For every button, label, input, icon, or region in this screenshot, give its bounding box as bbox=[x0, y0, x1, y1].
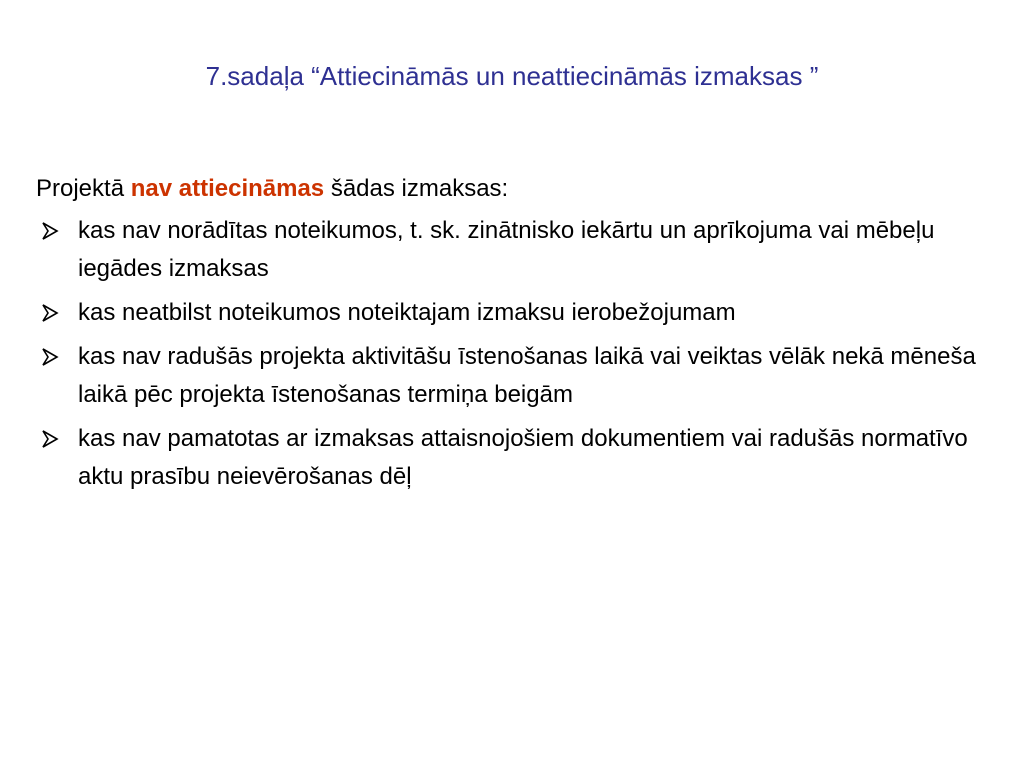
bullet-text: kas nav norādītas noteikumos, t. sk. zinātnisko iekārtu un aprīkojuma vai mēbeļu iegādes izmaksas bbox=[78, 217, 935, 282]
list-item bbox=[36, 420, 986, 496]
bullet-text: kas nav radušās projekta aktivitāšu īstenošanas laikā vai veiktas vēlāk nekā mēneša laikā pēc projekta īstenošanas termiņa beigām bbox=[78, 343, 976, 408]
list-item bbox=[36, 212, 986, 288]
bullet-list bbox=[36, 212, 986, 496]
bullet-text: kas nav pamatotas ar izmaksas attaisnojošiem dokumentiem vai radušās normatīvo aktu prasību neievērošanas dēļ bbox=[78, 425, 968, 490]
slide-title: 7.sadaļa “Attiecināmās un neattiecināmās izmaksas ” bbox=[205, 61, 819, 91]
list-item bbox=[36, 294, 986, 332]
slide-body bbox=[36, 170, 986, 502]
arrowhead-bullet-icon bbox=[40, 338, 62, 376]
list-item bbox=[36, 338, 986, 414]
intro-prefix: Projektā bbox=[36, 175, 131, 202]
intro-suffix: šādas izmaksas: bbox=[324, 175, 509, 202]
intro-line bbox=[36, 170, 986, 208]
arrowhead-bullet-icon bbox=[40, 294, 62, 332]
bullet-text: kas neatbilst noteikumos noteiktajam izmaksu ierobežojumam bbox=[78, 299, 736, 326]
arrowhead-bullet-icon bbox=[40, 420, 62, 458]
arrowhead-bullet-icon bbox=[40, 212, 62, 250]
intro-highlight: nav attiecināmas bbox=[130, 175, 325, 202]
